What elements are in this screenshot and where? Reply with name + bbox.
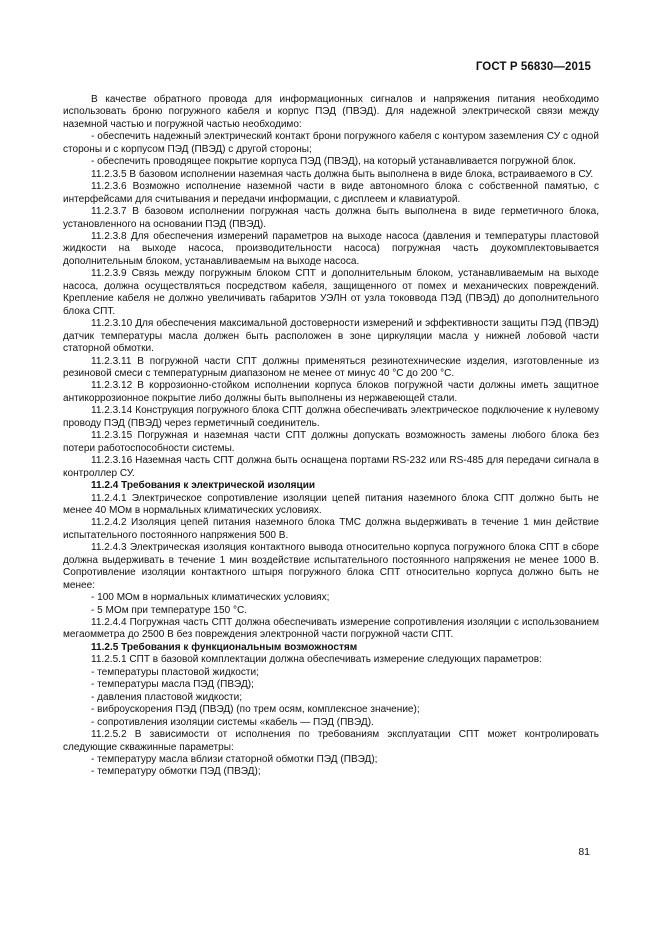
clause-11-2-3-16: 11.2.3.16 Наземная часть СПТ должна быть оснащена портами RS-232 или RS-485 для передачи сигнала в контроллер СУ. [63,455,599,479]
clause-11-2-3-12: 11.2.3.12 В коррозионно-стойком исполнении корпуса блоков погружной части должны иметь защитное антикоррозионное покрытие либо должны быть выполнены из нержавеющей стали. [63,380,599,404]
list-item-fluid-temperature: - температуры пластовой жидкости; [91,666,259,678]
clause-11-2-3-8: 11.2.3.8 Для обеспечения измерений параметров на выходе насоса (давления и температуры пластовой жидкости на выходе насоса, производительности насоса) погружная часть доукомплектовывается дополнительным блоком, устанавливаемым на выходе насоса. [63,230,599,267]
list-item-winding-temperature: - температуру обмотки ПЭД (ПВЭД); [91,766,261,778]
list-item-insulation-resistance: - сопротивления изоляции системы «кабель — ПЭД (ПВЭД). [91,716,374,728]
list-item-stator-oil-temperature: - температуру масла вблизи статорной обмотки ПЭД (ПВЭД); [91,754,378,766]
clause-11-2-3-7: 11.2.3.7 В базовом исполнении погружная часть должна быть выполнена в виде герметичного блока, установленного на основании ПЭД (ПВЭД). [63,206,599,230]
clause-11-2-4-1: 11.2.4.1 Электрическое сопротивление изоляции цепей питания наземного блока СПТ должно быть не менее 40 МОм в нормальных климатических условиях. [63,492,599,516]
list-item-contact-armor: - обеспечить надежный электрический контакт брони погружного кабеля с контуром заземления СУ с одной стороны и с корпусом ПЭД (ПВЭД) с другой стороны; [63,131,599,155]
list-item-conductive-coating: - обеспечить проводящее покрытие корпуса ПЭД (ПВЭД), на который устанавливается погружной блок. [91,156,576,168]
clause-11-2-3-15: 11.2.3.15 Погружная и наземная части СПТ должны допускать возможность замены любого блока без потери работоспособности системы. [63,430,599,454]
section-heading-11-2-4: 11.2.4 Требования к электрической изоляции [91,480,316,492]
clause-11-2-3-11: 11.2.3.11 В погружной части СПТ должны применяться резинотехнические изделия, изготовленные из резиновой смеси с температурным диапазоном не менее от минус 40 °С до 200 °С. [63,355,599,379]
document-body [63,94,599,779]
clause-11-2-4-4: 11.2.4.4 Погружная часть СПТ должна обеспечивать измерение сопротивления изоляции с использованием мегаомметра до 2500 В без повреждения электронной части погружной части СПТ. [63,617,599,641]
clause-11-2-5-1: 11.2.5.1 СПТ в базовой комплектации должна обеспечивать измерение следующих параметров: [91,654,542,666]
list-item-oil-temperature: - температуры масла ПЭД (ПВЭД); [91,679,254,691]
list-item-5-mohm: - 5 МОм при температуре 150 °С. [91,604,248,616]
paragraph-return-wire: В качестве обратного провода для информационных сигналов и напряжения питания необходимо использовать броню погружного кабеля и корпус ПЭД (ПВЭД). Для надежной электрической связи между наземной частью и погружной частью необходимо: [63,94,599,130]
list-item-vibration: - виброускорения ПЭД (ПВЭД) (по трем осям, комплексное значение); [91,704,420,716]
clause-11-2-3-5: 11.2.3.5 В базовом исполнении наземная часть должна быть выполнена в виде блока, встраиваемого в СУ. [91,168,594,180]
clause-11-2-3-9: 11.2.3.9 Связь между погружным блоком СПТ и дополнительным блоком, устанавливаемым на выходе насоса, должна осуществляться посредством кабеля, защищенного от помех и механических повреждений. Крепление кабеля не должно увеличивать габаритов УЭЛН от узла токоввода ПЭД (ПВЭД) до дополнительного блока СПТ. [63,268,599,317]
clause-11-2-5-2: 11.2.5.2 В зависимости от исполнения по требованиям эксплуатации СПТ может контролировать следующие скважинные параметры: [63,729,599,753]
clause-11-2-3-10: 11.2.3.10 Для обеспечения максимальной достоверности измерений и эффективности защиты ПЭД (ПВЭД) датчик температуры масла должен быть расположен в зоне циркуляции масла у нижней лобовой части статорной обмотки. [63,318,599,355]
list-item-fluid-pressure: - давления пластовой жидкости; [91,691,243,703]
list-item-100-mohm: - 100 МОм в нормальных климатических условиях; [91,592,330,604]
clause-11-2-4-3: 11.2.4.3 Электрическая изоляция контактного вывода относительно корпуса погружного блока СПТ в сборе должна выдерживать в течение 1 мин воздействие испытательного постоянного напряжения не менее 1000 В. Сопротивление изоляции контактного штыря погружного блока СПТ относительно корпуса должно быть не менее: [63,542,599,591]
clause-11-2-3-14: 11.2.3.14 Конструкция погружного блока СПТ должна обеспечивать электрическое подключение к нулевому проводу ПЭД (ПВЭД) через герметичный соединитель. [63,405,599,429]
section-heading-11-2-5: 11.2.5 Требования к функциональным возможностям [91,641,358,653]
standard-code-header: ГОСТ Р 56830—2015 [475,61,591,73]
page-number: 81 [578,846,590,858]
clause-11-2-3-6: 11.2.3.6 Возможно исполнение наземной части в виде автономного блока с собственной памятью, с интерфейсами для считывания и передачи информации, с дисплеем и клавиатурой. [63,181,599,205]
clause-11-2-4-2: 11.2.4.2 Изоляция цепей питания наземного блока ТМС должна выдерживать в течение 1 мин действие испытательного постоянного напряжения 500 В. [63,517,599,541]
